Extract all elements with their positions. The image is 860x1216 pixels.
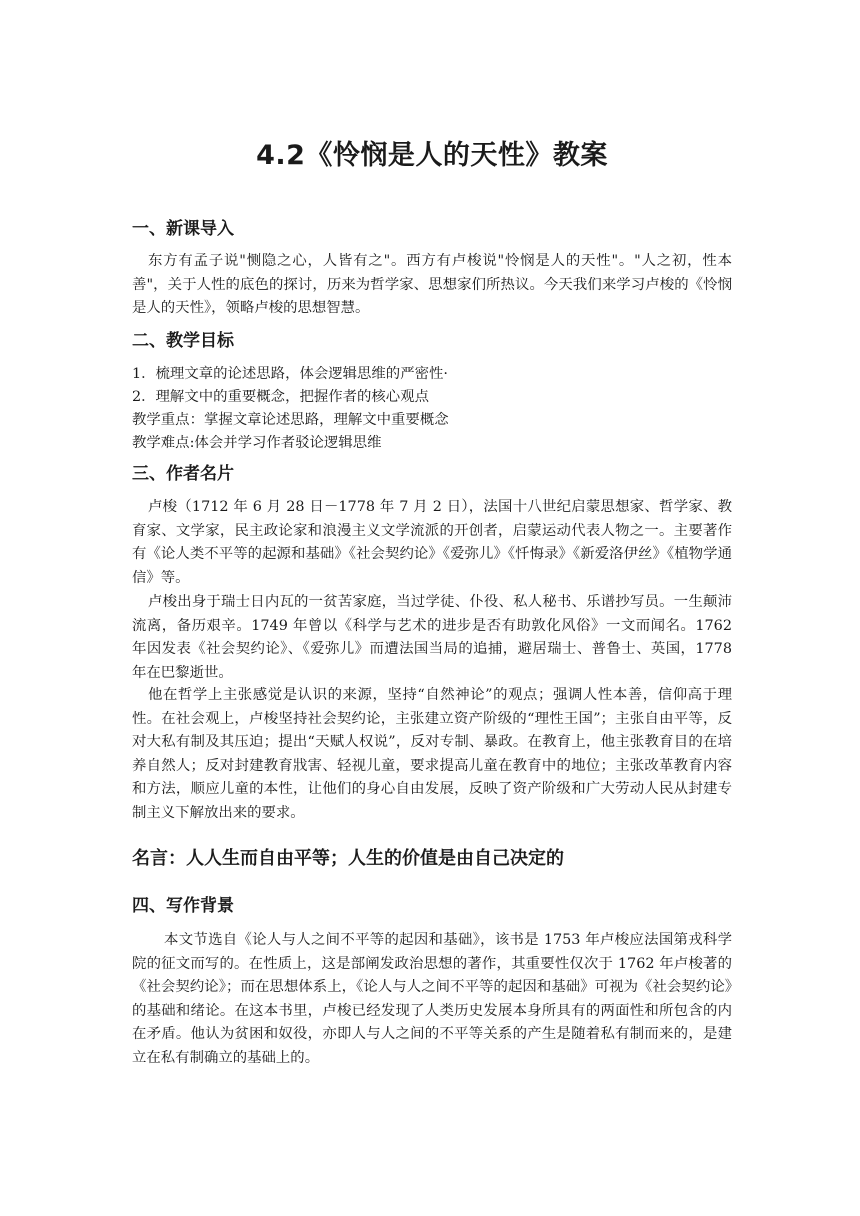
teaching-focus: 教学重点：掌握文章论述思路，理解文中重要概念 (132, 412, 449, 428)
author-paragraph-3: 他在哲学上主张感觉是认识的来源，坚持“自然神论”的观点；强调人性本善，信仰高于理性。在社会观上，卢梭坚持社会契约论，主张建立资产阶级的“理性王国”；主张自由平等，反对大私有制及其压迫；提出“天赋人权说”，反对专制、暴政。在教育上，他主张教育目的在培养自然人；反对封建教育戕害、轻视儿童，要求提高儿童在教育中的地位；主张改革教育内容和方法，顺应儿童的本性，让他们的身心自由发展，反映了资产阶级和广大劳动人民从封建专制主义下解放出来的要求。 (132, 687, 732, 821)
page-title: 4.2《怜悯是人的天性》教案 (256, 140, 608, 171)
goal-item-1: 1．梳理文章的论述思路，体会逻辑思维的严密性· (132, 366, 448, 382)
section-heading-intro: 一、新课导入 (132, 219, 234, 239)
author-paragraph-2: 卢梭出身于瑞士日内瓦的一贫苦家庭，当过学徒、仆役、私人秘书、乐谱抄写员。一生颠沛流离，备历艰辛。1749 年曾以《科学与艺术的进步是否有助敦化风俗》一文而闻名。1762 年因发表《社会契约论》、《爱弥儿》而遭法国当局的追捕，避居瑞士、普鲁士、英国，1778 年在巴黎逝世。 (132, 594, 732, 681)
background-paragraph: 本文节选自《论人与人之间不平等的起因和基础》，该书是 1753 年卢梭应法国第戎科学院的征文而写的。在性质上，这是部阐发政治思想的著作，其重要性仅次于 1762 年卢梭著的《社会契约论》；而在思想体系上，《论人与人之间不平等的起因和基础》可视为《社会契约论》的基础和绪论。在这本书里，卢梭已经发现了人类历史发展本身所具有的两面性和所包含的内在矛盾。他认为贫困和奴役，亦即人与人之间的不平等关系的产生是随着私有制而来的，是建立在私有制确立的基础上的。 (132, 932, 732, 1066)
goal-item-2: 2．理解文中的重要概念，把握作者的核心观点 (132, 389, 429, 405)
intro-paragraph: 东方有孟子说"恻隐之心，人皆有之"。西方有卢梭说"怜悯是人的天性"。"人之初，性本善"，关于人性的底色的探讨，历来为哲学家、思想家们所热议。今天我们来学习卢梭的《怜悯是人的天性》，领略卢梭的思想智慧。 (132, 253, 732, 316)
section-heading-goals: 二、教学目标 (132, 331, 234, 351)
famous-quote-heading: 名言：人人生而自由平等；人生的价值是由自己决定的 (132, 848, 564, 869)
author-paragraph-1: 卢梭（1712 年 6 月 28 日－1778 年 7 月 2 日），法国十八世纪启蒙思想家、哲学家、教育家、文学家，民主政论家和浪漫主义文学流派的开创者，启蒙运动代表人物之一。主要著作有《论人类不平等的起源和基础》《社会契约论》《爱弥儿》《忏悔录》《新爱洛伊丝》《植物学通信》等。 (132, 499, 732, 586)
teaching-difficulty: 教学难点:体会并学习作者驳论逻辑思维 (132, 435, 382, 451)
section-heading-author: 三、作者名片 (132, 464, 234, 484)
section-heading-background: 四、写作背景 (132, 896, 234, 916)
